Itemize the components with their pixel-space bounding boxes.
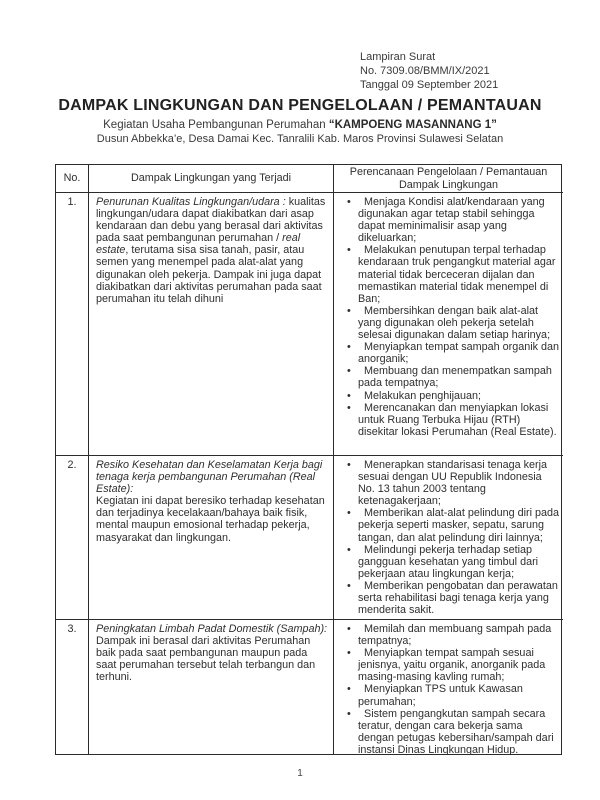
letter-reference-block — [360, 50, 498, 92]
measure-item: • Menyiapkan tempat sampah organik dan anorganik; — [334, 341, 560, 365]
impact-body-cont: , terutama sisa sisa tanah, pasir, atau semen yang menempel pada alat-alat yang digunakan oleh pekerja. Dampak ini juga dapat diakibatkan dari aktivitas perumahan pada saat perumahan itu telah dihuni — [96, 244, 322, 305]
measure-item: • Melakukan penghijauan; — [334, 390, 560, 402]
row-number: 1. — [56, 193, 89, 456]
measure-item: • Membersihkan dengan baik alat-alat yang digunakan oleh pekerja setelah selesai digunakan dalam setiap harinya; — [334, 305, 560, 341]
document-title: DAMPAK LINGKUNGAN DAN PENGELOLAAN / PEMANTAUAN — [58, 97, 542, 114]
impact-body: Dampak ini berasal dari aktivitas Perumahan baik pada saat pembangunan maupun pada saat perumahan tersebut telah terbangun dan terhuni. — [96, 635, 316, 684]
header-management: Perencanaan Pengelolaan / Pemantauan Dampak Lingkungan — [334, 165, 563, 193]
measure-item: • Memilah dan membuang sampah pada tempatnya; — [334, 623, 560, 647]
impact-lead: Peningkatan Limbah Padat Domestik (Sampah): — [96, 623, 328, 635]
management-measures — [334, 193, 563, 456]
measure-item: • Memberikan alat-alat pelindung diri pada pekerja seperti masker, sepatu, sarung tangan, dan alat pelindung diri lainnya; — [334, 507, 560, 543]
impact-description — [89, 620, 334, 754]
letter-ref-label: Lampiran Surat — [360, 51, 436, 63]
row-number: 2. — [56, 456, 89, 620]
impact-body: kualitas lingkungan/udara dapat diakibatkan dari asap kendaraan dan debu yang berasal dari aktivitas pada saat pembangunan perumahan / — [96, 196, 326, 245]
management-measures — [334, 456, 563, 620]
measure-item: • Menyiapkan TPS untuk Kawasan perumahan; — [334, 683, 560, 707]
measure-item: • Memberikan pengobatan dan perawatan serta rehabilitasi bagi tenaga kerja yang menderita sakit. — [334, 580, 560, 616]
measure-item: • Merencanakan dan menyiapkan lokasi untuk Ruang Terbuka Hijau (RTH) disekitar lokasi Perumahan (Real Estate). — [334, 402, 560, 438]
measure-item: • Menyiapkan tempat sampah sesuai jenisnya, yaitu organik, anorganik pada masing-masing kavling rumah; — [334, 647, 560, 683]
measure-item: • Menerapkan standarisasi tenaga kerja sesuai dengan UU Republik Indonesia No. 13 tahun 2003 tentang ketenagakerjaan; — [334, 459, 560, 507]
measure-item: • Melindungi pekerja terhadap setiap gangguan kesehatan yang timbul dari pekerjaan atau lingkungan kerja; — [334, 544, 560, 580]
header-no: No. — [56, 165, 89, 193]
impact-lead: Resiko Kesehatan dan Keselamatan Kerja bagi tenaga kerja pembangunan Perumahan (Real Estate): — [96, 459, 323, 496]
subtitle-prefix: Kegiatan Usaha Pembangunan Perumahan — [103, 119, 329, 131]
document-subtitle — [0, 119, 600, 131]
impact-description — [89, 456, 334, 620]
impact-description — [89, 193, 334, 456]
impact-table — [55, 164, 562, 755]
letter-ref-number: No. 7309.08/BMM/IX/2021 — [360, 65, 490, 77]
page-number: 1 — [297, 768, 303, 779]
measure-item: • Membuang dan menempatkan sampah pada tempatnya; — [334, 365, 560, 389]
measure-item: • Sistem pengangkutan sampah secara teratur, dengan cara bekerja sama dengan petugas kebersihan/sampah dari instansi Dinas Lingkungan Hidup. — [334, 708, 560, 754]
row-number: 3. — [56, 620, 89, 754]
header-impact: Dampak Lingkungan yang Terjadi — [89, 165, 334, 193]
management-measures — [334, 620, 563, 754]
project-name: “KAMPOENG MASANNANG 1” — [328, 119, 497, 131]
letter-ref-date: Tanggal 09 September 2021 — [360, 79, 499, 91]
measure-item: • Melakukan penutupan terpal terhadap kendaraan truk pengangkut material agar material tidak berceceran dijalan dan memastikan material tidak menempel di Ban; — [334, 244, 560, 304]
impact-lead: Penurunan Kualitas Lingkungan/udara : — [96, 196, 289, 208]
impact-body-italic: real estate — [96, 232, 301, 257]
document-location: Dusun Abbekka’e, Desa Damai Kec. Tanralili Kab. Maros Provinsi Sulawesi Selatan — [96, 133, 504, 145]
impact-body: Kegiatan ini dapat beresiko terhadap kesehatan dan terjadinya kecelakaan/bahaya baik fisik, mental maupun emosional terhadap pekerja, masyarakat dan lingkungan. — [96, 495, 325, 544]
measure-item: • Menjaga Kondisi alat/kendaraan yang digunakan agar tetap stabil sehingga dapat meminimalisir asap yang dikeluarkan; — [334, 196, 560, 244]
